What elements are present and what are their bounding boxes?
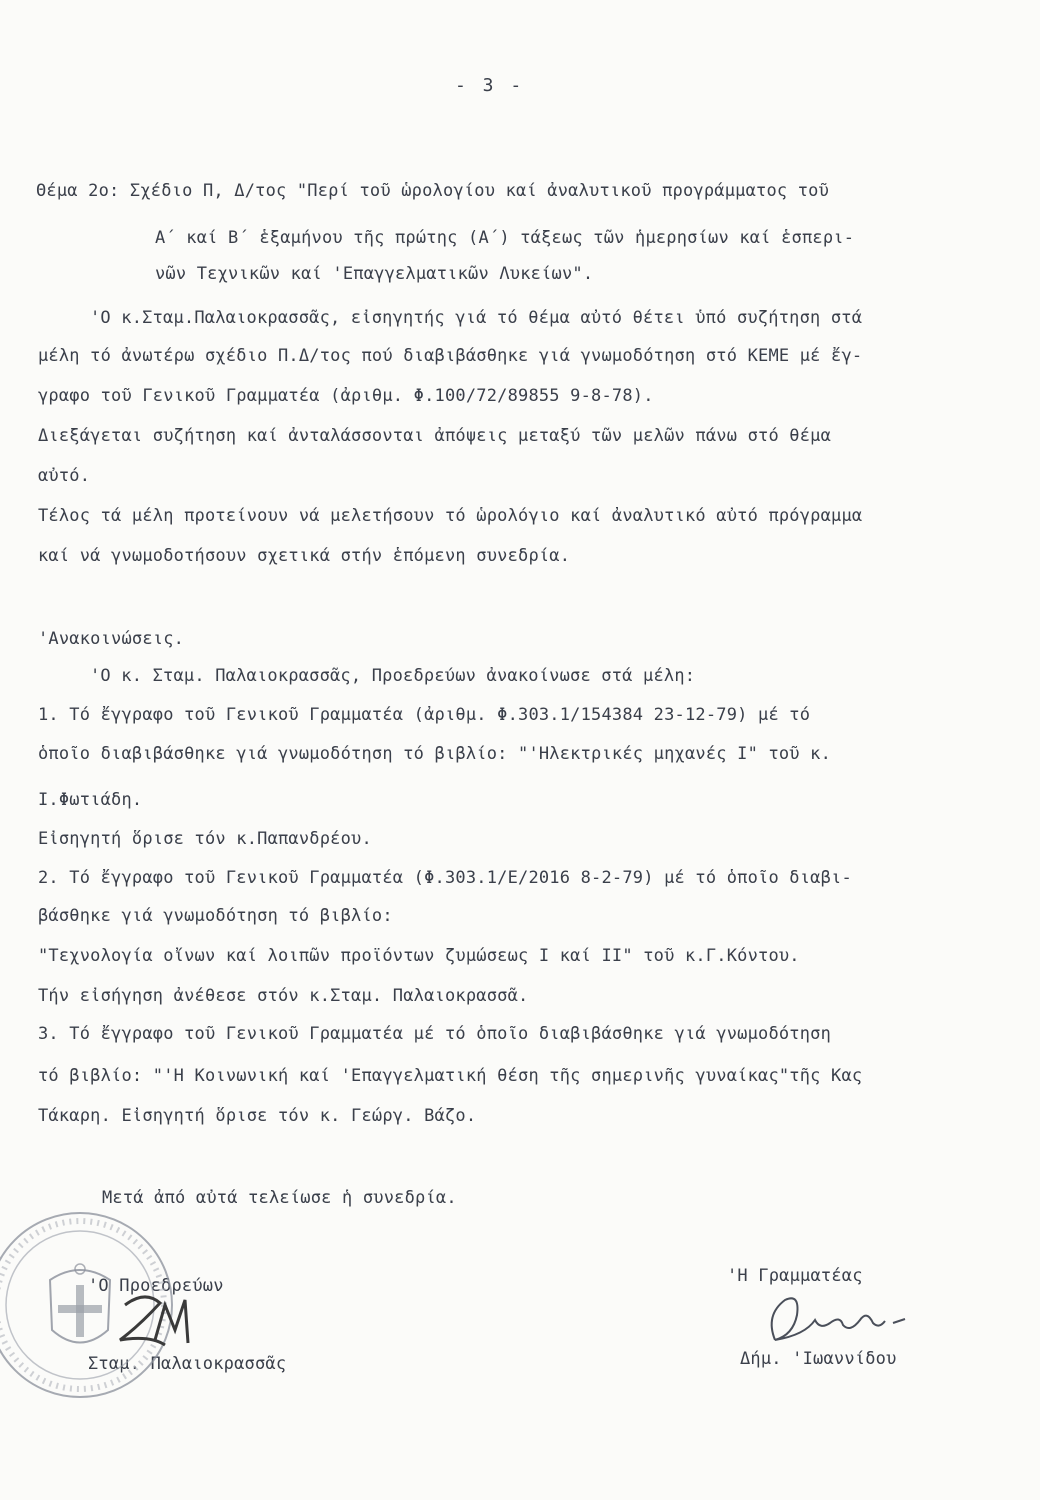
text-line: Θέμα 2ο: Σχέδιο Π, Δ/τος "Περί τοῦ ὡρολογίου καί ἀναλυτικοῦ προγράμματος τοῦ [36, 181, 830, 201]
text-line: μέλη τό ἀνωτέρω σχέδιο Π.Δ/τος πού διαβιβάσθηκε γιά γνωμοδότηση στό ΚΕΜΕ μέ ἔγ- [38, 346, 863, 366]
text-line: 2. Τό ἔγγραφο τοῦ Γενικοῦ Γραμματέα (Φ.303.1/Ε/2016 8-2-79) μέ τό ὁποῖο διαβι- [38, 868, 852, 888]
text-line: Α΄ καί Β΄ ἑξαμήνου τῆς πρώτης (Α΄) τάξεως τῶν ἡμερησίων καί ἑσπερι- [155, 228, 855, 248]
text-line: ὁποῖο διαβιβάσθηκε γιά γνωμοδότηση τό βιβλίο: "'Ηλεκτρικές μηχανές Ι" τοῦ κ. [38, 744, 832, 764]
chair-title: 'Ο Προεδρεύων [88, 1276, 224, 1296]
text-line: 1. Τό ἔγγραφο τοῦ Γενικοῦ Γραμματέα (ἀριθμ. Φ.303.1/154384 23-12-79) μέ τό [38, 705, 811, 725]
text-line: Τήν εἰσήγηση ἀνέθεσε στόν κ.Σταμ. Παλαιοκρασσᾶ. [38, 986, 529, 1006]
text-line: 'Ο κ. Σταμ. Παλαιοκρασσᾶς, Προεδρεύων ἀνακοίνωσε στά μέλη: [90, 666, 696, 686]
page-number: - 3 - [455, 75, 525, 96]
text-line: 'Ο κ.Σταμ.Παλαιοκρασσᾶς, εἰσηγητής γιά τό θέμα αὐτό θέτει ὑπό συζήτηση στά [90, 308, 863, 328]
text-line: "Τεχνολογία οἴνων καί λοιπῶν προϊόντων ζυμώσεως Ι καί ΙΙ" τοῦ κ.Γ.Κόντου. [38, 946, 800, 966]
text-line: καί νά γνωμοδοτήσουν σχετικά στήν ἑπόμενη συνεδρία. [38, 546, 571, 566]
text-line: Ι.Φωτιάδη. [38, 790, 143, 810]
chair-signature-icon [110, 1285, 210, 1365]
text-line: Τέλος τά μέλη προτείνουν νά μελετήσουν τό ὡρολόγιο καί ἀναλυτικό αὐτό πρόγραμμα [38, 506, 863, 526]
text-line: τό βιβλίο: "'Η Κοινωνική καί 'Επαγγελματική θέση τῆς σημερινῆς γυναίκας"τῆς Κας [38, 1066, 863, 1086]
secretary-signature-icon [755, 1285, 915, 1355]
closing-line: Μετά ἀπό αὐτά τελείωσε ἡ συνεδρία. [102, 1188, 457, 1208]
text-line: 3. Τό ἔγγραφο τοῦ Γενικοῦ Γραμματέα μέ τό ὁποῖο διαβιβάσθηκε γιά γνωμοδότηση [38, 1024, 832, 1044]
chair-name: Σταμ. Παλαιοκρασσᾶς [88, 1354, 287, 1374]
section-heading: 'Ανακοινώσεις. [38, 629, 185, 649]
text-line: βάσθηκε γιά γνωμοδότηση τό βιβλίο: [38, 906, 393, 926]
secretary-title: 'Η Γραμματέας [727, 1266, 863, 1286]
secretary-name: Δήμ. 'Ιωαννίδου [740, 1349, 897, 1369]
text-line: Εἰσηγητή ὅρισε τόν κ.Παπανδρέου. [38, 829, 372, 849]
text-line: γραφο τοῦ Γενικοῦ Γραμματέα (ἀριθμ. Φ.100/72/89855 9-8-78). [38, 386, 654, 406]
text-line: Διεξάγεται συζήτηση καί ἀνταλάσσονται ἀπόψεις μεταξύ τῶν μελῶν πάνω στό θέμα [38, 426, 832, 446]
text-line: νῶν Τεχνικῶν καί 'Επαγγελματικῶν Λυκείων". [155, 264, 594, 284]
text-line: αὐτό. [38, 466, 91, 486]
text-line: Τάκαρη. Εἰσηγητή ὅρισε τόν κ. Γεώργ. Βάζο. [38, 1106, 477, 1126]
